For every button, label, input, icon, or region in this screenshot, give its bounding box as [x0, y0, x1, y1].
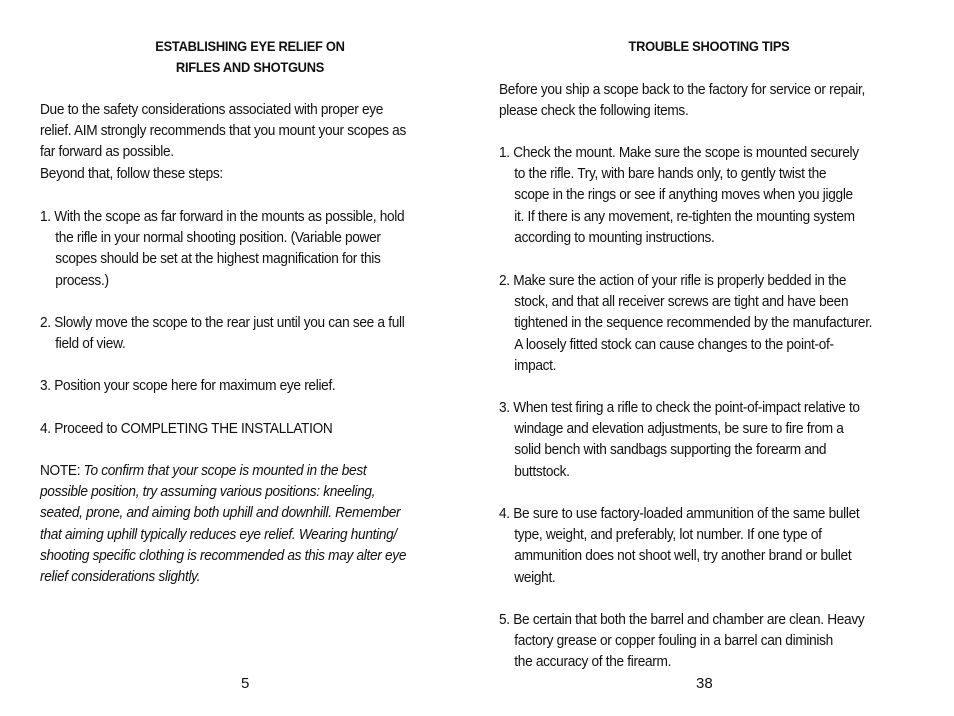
- note-text: To confirm that your scope is mounted in the best: [83, 462, 367, 479]
- text-line: to the rifle. Try, with bare hands only, to gently twist the: [514, 165, 827, 183]
- right-page-number: 38: [696, 675, 713, 692]
- text-line: tightened in the sequence recommended by the manufacturer.: [514, 314, 873, 332]
- text-line: scope in the rings or see if anything moves when you jiggle: [514, 186, 853, 204]
- eye-relief-step-2: [40, 312, 418, 354]
- troubleshooting-tip-1: [499, 142, 877, 248]
- troubleshooting-tip-5: [499, 609, 877, 673]
- text-line: relief considerations slightly.: [40, 567, 201, 585]
- heading-line: RIFLES AND SHOTGUNS: [175, 59, 325, 76]
- left-page-heading: [57, 36, 443, 78]
- eye-relief-step-3: [40, 375, 418, 396]
- text-line: factory grease or copper fouling in a barrel can diminish: [514, 632, 833, 650]
- text-line: 3. Position your scope here for maximum eye relief.: [40, 377, 336, 394]
- text-line: the rifle in your normal shooting position. (Variable power: [55, 229, 381, 247]
- text-line: seated, prone, and aiming both uphill and downhill. Remember: [40, 504, 401, 522]
- troubleshooting-tip-4: [499, 503, 877, 588]
- right-intro-paragraph: [499, 79, 877, 121]
- text-line: windage and elevation adjustments, be sure to fire from a: [514, 420, 844, 438]
- text-line: 3. When test firing a rifle to check the point-of-impact relative to: [499, 399, 860, 416]
- text-line: Before you ship a scope back to the factory for service or repair,: [499, 81, 865, 98]
- text-line: 1. With the scope as far forward in the mounts as possible, hold: [40, 208, 405, 225]
- text-line: Due to the safety considerations associated with proper eye: [40, 101, 384, 118]
- heading-line: ESTABLISHING EYE RELIEF ON: [155, 38, 345, 54]
- text-line: the accuracy of the firearm.: [514, 653, 672, 671]
- eye-relief-step-1: [40, 206, 418, 291]
- text-line: solid bench with sandbags supporting the forearm and: [514, 441, 827, 459]
- text-line: according to mounting instructions.: [514, 228, 715, 246]
- left-page-number: 5: [241, 675, 250, 692]
- note-label: NOTE:: [40, 462, 84, 479]
- troubleshooting-tip-3: [499, 397, 877, 482]
- text-line: that aiming uphill typically reduces eye relief. Wearing hunting/: [40, 525, 397, 543]
- right-page: [499, 0, 919, 716]
- text-line: Beyond that, follow these steps:: [40, 164, 223, 182]
- text-line: process.): [55, 271, 109, 289]
- note-paragraph: [40, 460, 418, 587]
- eye-relief-step-4: [40, 418, 418, 439]
- text-line: weight.: [514, 568, 556, 586]
- text-line: 1. Check the mount. Make sure the scope is mounted securely: [499, 144, 859, 161]
- text-line: A loosely fitted stock can cause changes to the point-of-: [514, 335, 834, 353]
- text-line: stock, and that all receiver screws are tight and have been: [514, 293, 849, 311]
- text-line: please check the following items.: [499, 102, 689, 120]
- text-line: 2. Make sure the action of your rifle is properly bedded in the: [499, 272, 847, 289]
- text-line: shooting specific clothing is recommended as this may alter eye: [40, 546, 407, 564]
- text-line: type, weight, and preferably, lot number. If one type of: [514, 526, 822, 544]
- text-line: relief. AIM strongly recommends that you mount your scopes as: [40, 122, 406, 140]
- text-line: impact.: [514, 356, 557, 374]
- right-page-heading: [516, 36, 902, 57]
- text-line: field of view.: [55, 335, 126, 353]
- text-line: 5. Be certain that both the barrel and chamber are clean. Heavy: [499, 611, 865, 628]
- text-line: 4. Proceed to COMPLETING THE INSTALLATION: [40, 420, 333, 437]
- text-line: it. If there is any movement, re-tighten the mounting system: [514, 207, 855, 225]
- text-line: scopes should be set at the highest magnification for this: [55, 250, 381, 268]
- text-line: 2. Slowly move the scope to the rear just until you can see a full: [40, 314, 405, 331]
- left-page: [40, 0, 460, 716]
- text-line: [40, 460, 418, 481]
- text-line: 4. Be sure to use factory-loaded ammunition of the same bullet: [499, 505, 860, 522]
- troubleshooting-tip-2: [499, 270, 877, 376]
- heading-line: TROUBLE SHOOTING TIPS: [628, 38, 790, 54]
- text-line: far forward as possible.: [40, 143, 174, 161]
- text-line: buttstock.: [514, 462, 570, 480]
- text-line: possible position, try assuming various positions: kneeling,: [40, 483, 376, 501]
- text-line: ammunition does not shoot well, try another brand or bullet: [514, 547, 852, 565]
- left-intro-paragraph: [40, 99, 418, 184]
